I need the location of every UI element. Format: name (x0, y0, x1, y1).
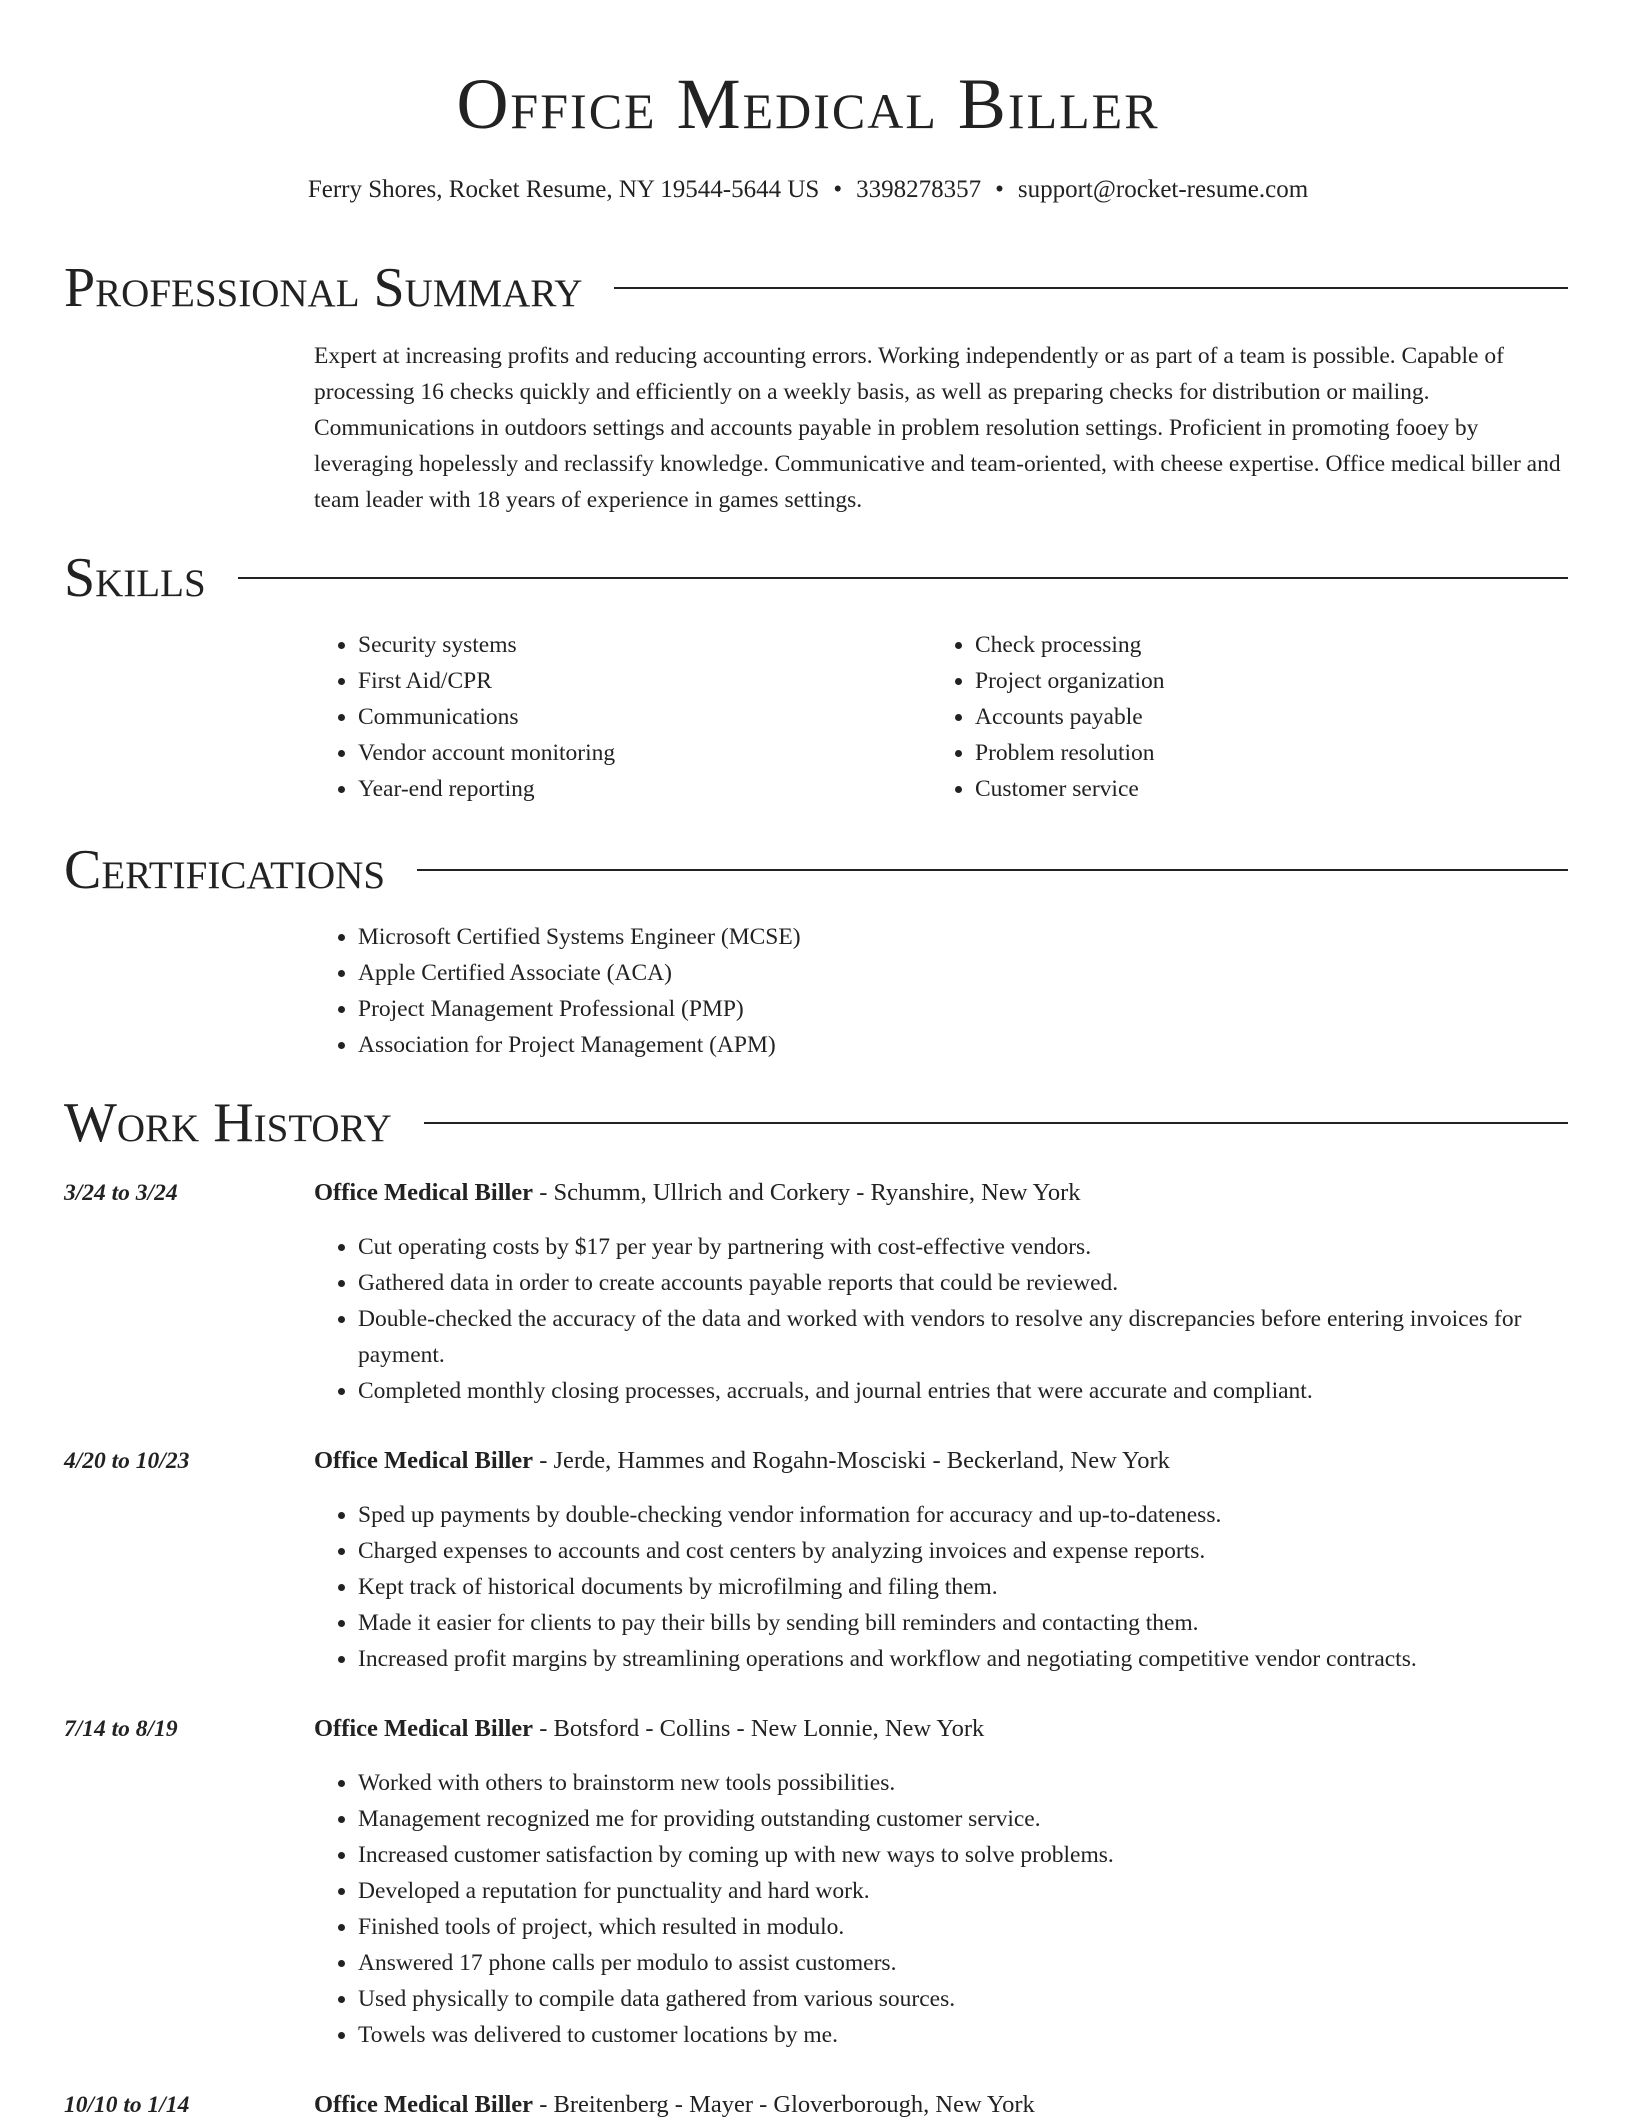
job-bullet: • Made it easier for clients to pay their bills by sending bill reminders and contacting them. (358, 1605, 1568, 1641)
job-bullet: • Completed monthly closing processes, accruals, and journal entries that were accurate and compliant. (358, 1373, 1568, 1409)
section-divider (614, 287, 1568, 289)
job-bullet-list (314, 1765, 1568, 2053)
certification-item: • Microsoft Certified Systems Engineer (MCSE) (358, 919, 1568, 955)
job-bullet: • Answered 17 phone calls per modulo to assist customers. (358, 1945, 1568, 1981)
job-bullet: • Management recognized me for providing outstanding customer service. (358, 1801, 1568, 1837)
skill-item: • Customer service (975, 771, 1551, 807)
job-bullet: • Charged expenses to accounts and cost centers by analyzing invoices and expense reports. (358, 1533, 1568, 1569)
skill-item: • Year-end reporting (358, 771, 914, 807)
job-employer: - Schumm, Ullrich and Corkery - Ryanshire, New York (533, 1179, 1081, 1206)
certification-item: • Apple Certified Associate (ACA) (358, 955, 1568, 991)
job-bullet: • Developed a reputation for punctuality and hard work. (358, 1873, 1568, 1909)
section-divider (417, 869, 1568, 871)
skills-column-left (314, 627, 914, 807)
job-dates: 4/20 to 10/23 (64, 1448, 190, 1474)
job-bullet: • Double-checked the accuracy of the data and worked with vendors to resolve any discrepancies before entering invoices for payment. (358, 1301, 1568, 1373)
job-employer: - Breitenberg - Mayer - Gloverborough, New York (533, 2091, 1035, 2118)
job-responsibilities (314, 1765, 1568, 2053)
skill-item: • Problem resolution (975, 735, 1551, 771)
job-responsibilities (314, 1497, 1568, 1677)
contact-separator: • (995, 176, 1004, 203)
job-title-line (314, 1711, 1568, 1747)
skills-section-title: Skills (64, 547, 206, 609)
summary-section-title: Professional Summary (64, 257, 583, 319)
certifications-section-header (64, 838, 1568, 902)
job-role: Office Medical Biller (314, 1179, 534, 1206)
job-bullet: • Gathered data in order to create accounts payable reports that could be reviewed. (358, 1265, 1568, 1301)
job-role: Office Medical Biller (314, 1447, 534, 1474)
contact-separator: • (833, 176, 843, 203)
certifications-section-title: Certifications (64, 839, 386, 901)
skills-section-header (64, 546, 1568, 610)
job-title-line (314, 1175, 1568, 1211)
job-bullet: • Used physically to compile data gathered from various sources. (358, 1981, 1568, 2017)
job-title-line (314, 2087, 1568, 2123)
job-bullet: • Towels was delivered to customer locations by me. (358, 2017, 1568, 2053)
job-bullet-list (314, 1229, 1568, 1409)
job-bullet: • Increased profit margins by streamlining operations and workflow and negotiating competitive vendor contracts. (358, 1641, 1568, 1677)
work-history-section-header (64, 1091, 1568, 1155)
job-dates: 7/14 to 8/19 (64, 1716, 178, 1742)
certification-item: • Project Management Professional (PMP) (358, 991, 1568, 1027)
skills-column-right (931, 627, 1551, 807)
summary-section-header (64, 256, 1568, 320)
summary-text: Expert at increasing profits and reducing accounting errors. Working independently or as part of a team is possible. Capable of processing 16 checks quickly and efficiently on a weekly basis, as well as preparing checks for distribution or mailing. Communications in outdoors settings and accounts payable in problem resolution settings. Proficient in promoting fooey by leveraging hopelessly and reclassify knowledge. Communicative and team-oriented, with cheese expertise. Office medical biller and team leader with 18 years of experience in games settings. (314, 343, 1561, 513)
job-bullet-list (314, 1497, 1568, 1677)
skill-item: • Check processing (975, 627, 1551, 663)
job-bullet: • Kept track of historical documents by microfilming and filing them. (358, 1569, 1568, 1605)
skill-item: • Security systems (358, 627, 914, 663)
contact-email: support@rocket-resume.com (1017, 176, 1309, 203)
job-bullet: • Increased customer satisfaction by coming up with new ways to solve problems. (358, 1837, 1568, 1873)
skills-list-right (931, 627, 1551, 807)
job-employer: - Botsford - Collins - New Lonnie, New York (533, 1715, 985, 1742)
job-responsibilities (314, 1229, 1568, 1409)
resume-name: Office Medical Biller (456, 64, 1160, 144)
skill-item: • Accounts payable (975, 699, 1551, 735)
job-title-line (314, 1443, 1568, 1479)
section-divider (238, 577, 1568, 579)
skills-list-left (314, 627, 914, 807)
certifications-block (314, 919, 1568, 1063)
job-bullet: • Cut operating costs by $17 per year by partnering with cost-effective vendors. (358, 1229, 1568, 1265)
job-bullet: • Worked with others to brainstorm new tools possibilities. (358, 1765, 1568, 1801)
skill-item: • First Aid/CPR (358, 663, 914, 699)
job-employer: - Jerde, Hammes and Rogahn-Mosciski - Beckerland, New York (533, 1447, 1170, 1474)
skill-item: • Project organization (975, 663, 1551, 699)
skill-item: • Vendor account monitoring (358, 735, 914, 771)
job-dates: 10/10 to 1/14 (64, 2092, 190, 2118)
job-role: Office Medical Biller (314, 1715, 534, 1742)
skill-item: • Communications (358, 699, 914, 735)
job-role: Office Medical Biller (314, 2091, 534, 2118)
job-dates: 3/24 to 3/24 (64, 1180, 178, 1206)
contact-phone: 3398278357 (856, 176, 982, 203)
certification-item: • Association for Project Management (APM) (358, 1027, 1568, 1063)
section-divider (424, 1122, 1568, 1124)
certifications-list (314, 919, 1568, 1063)
contact-line (0, 174, 1616, 206)
job-bullet: • Finished tools of project, which resulted in modulo. (358, 1909, 1568, 1945)
contact-address: Ferry Shores, Rocket Resume, NY 19544-5644 US (307, 176, 820, 203)
work-history-section-title: Work History (64, 1092, 392, 1154)
job-bullet: • Sped up payments by double-checking vendor information for accuracy and up-to-dateness. (358, 1497, 1568, 1533)
